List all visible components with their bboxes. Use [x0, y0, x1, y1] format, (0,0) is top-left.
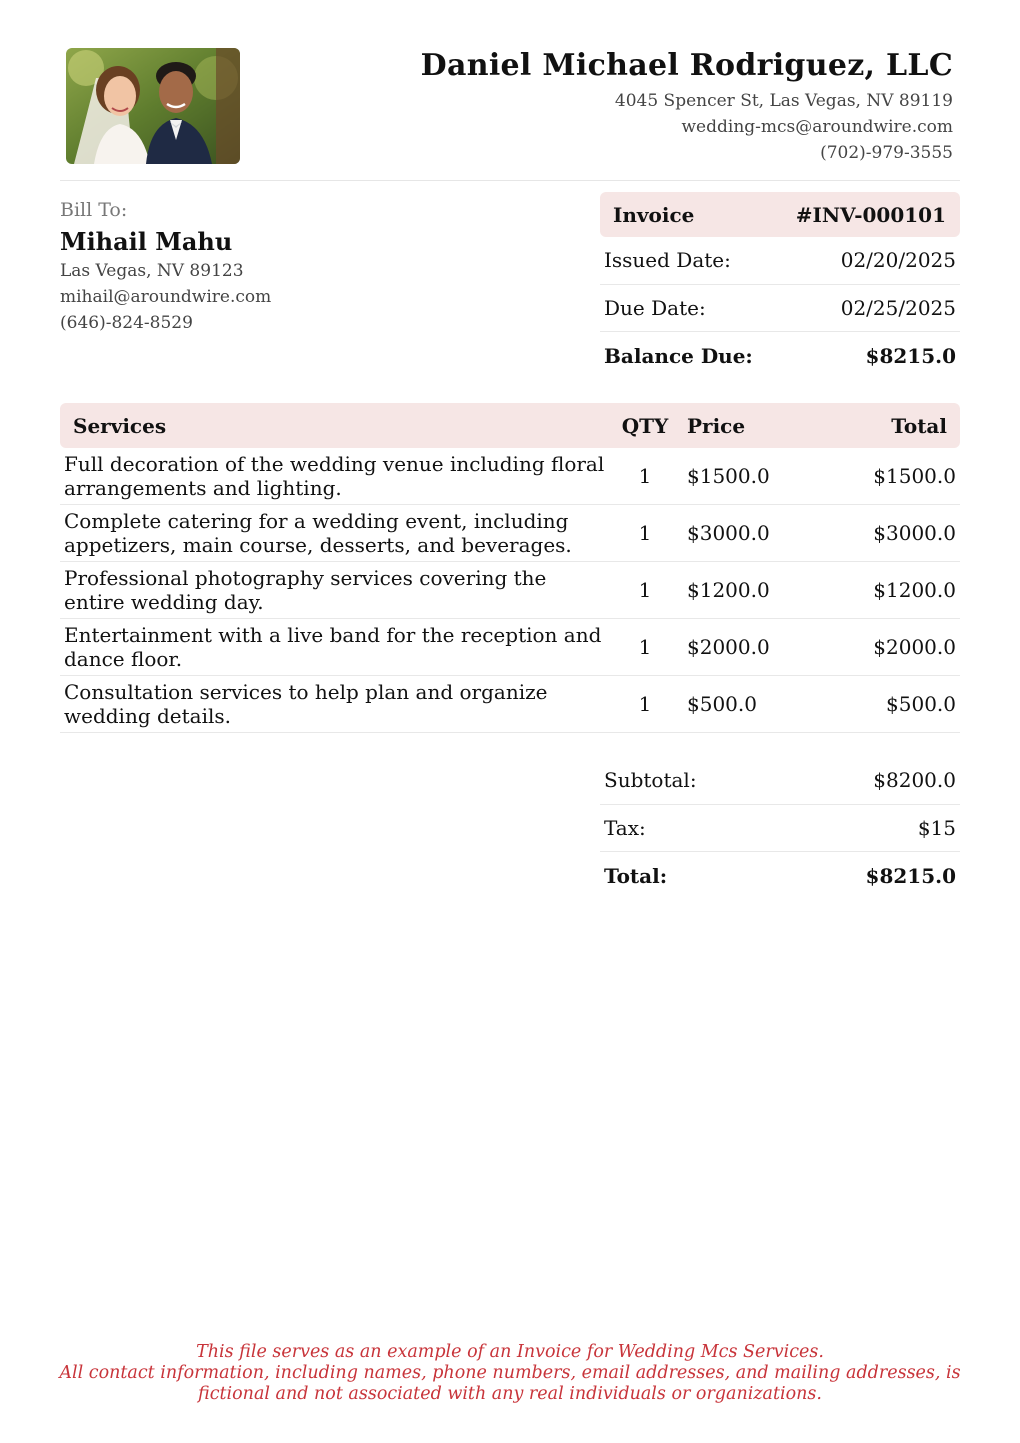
- header-divider: [60, 180, 960, 181]
- services-table: [60, 403, 960, 733]
- service-total: $3000.0: [873, 521, 956, 545]
- services-table-header: [60, 403, 960, 448]
- total-row: [600, 852, 960, 900]
- service-qty: 1: [638, 578, 652, 602]
- table-row: [60, 562, 960, 619]
- balance-due-value: $8215.0: [865, 343, 956, 368]
- header-total: Total: [891, 413, 947, 438]
- due-date-label: Due Date:: [604, 295, 706, 320]
- total-value: $8215.0: [865, 863, 956, 888]
- company-phone: (702)-979-3555: [820, 143, 953, 163]
- client-address: Las Vegas, NV 89123: [60, 261, 244, 281]
- invoice-number: #INV-000101: [795, 202, 946, 227]
- issued-date-row: [600, 237, 960, 285]
- service-total: $1200.0: [873, 578, 956, 602]
- subtotal-value: $8200.0: [873, 768, 956, 793]
- service-price: $1200.0: [687, 578, 770, 602]
- header-price: Price: [687, 413, 746, 438]
- service-description: Entertainment with a live band for the reception and dance floor.: [64, 623, 602, 671]
- client-email: mihail@aroundwire.com: [60, 287, 272, 307]
- due-date-row: [600, 285, 960, 333]
- footer-line-3: fictional and not associated with any real individuals or organizations.: [198, 1384, 822, 1404]
- issued-date-value: 02/20/2025: [840, 248, 956, 273]
- tax-label: Tax:: [604, 815, 646, 840]
- service-price: $2000.0: [687, 635, 770, 659]
- total-label: Total:: [604, 863, 668, 888]
- header-qty: QTY: [621, 413, 669, 438]
- service-description: Consultation services to help plan and organize wedding details.: [64, 680, 548, 728]
- footer-line-2: All contact information, including names, phone numbers, email addresses, and mailing addresses, is: [59, 1363, 961, 1383]
- tax-value: $15: [917, 815, 956, 840]
- header-services: Services: [73, 413, 167, 438]
- table-row: [60, 676, 960, 733]
- service-description: Full decoration of the wedding venue including floral arrangements and lighting.: [64, 452, 605, 500]
- company-info: [421, 48, 953, 166]
- bill-to-section: [60, 197, 480, 336]
- invoice-label: Invoice: [613, 202, 695, 227]
- client-name: Mihail Mahu: [60, 227, 233, 256]
- due-date-value: 02/25/2025: [840, 295, 956, 320]
- company-logo-photo: [66, 48, 240, 164]
- service-price: $1500.0: [687, 464, 770, 488]
- service-total: $500.0: [886, 692, 956, 716]
- service-price: $3000.0: [687, 521, 770, 545]
- company-address: 4045 Spencer St, Las Vegas, NV 89119: [614, 91, 953, 111]
- subtotal-label: Subtotal:: [604, 768, 697, 793]
- footer-disclaimer: [30, 1342, 990, 1405]
- invoice-meta: [600, 192, 960, 380]
- invoice-header: [600, 192, 960, 237]
- service-qty: 1: [638, 692, 652, 716]
- table-row: [60, 505, 960, 562]
- issued-date-label: Issued Date:: [604, 248, 731, 273]
- company-name: Daniel Michael Rodriguez, LLC: [420, 48, 953, 83]
- service-description: Complete catering for a wedding event, including appetizers, main course, desserts, and beverages.: [64, 509, 572, 557]
- footer-line-1: This file serves as an example of an Invoice for Wedding Mcs Services.: [196, 1342, 824, 1362]
- service-qty: 1: [638, 464, 652, 488]
- subtotal-row: [600, 757, 960, 805]
- balance-due-row: [600, 332, 960, 380]
- totals-section: [600, 757, 960, 900]
- service-qty: 1: [638, 521, 652, 545]
- table-row: [60, 619, 960, 676]
- wedding-couple-image: [66, 48, 240, 164]
- service-description: Professional photography services covering the entire wedding day.: [64, 566, 547, 614]
- client-phone: (646)-824-8529: [60, 313, 193, 333]
- company-email: wedding-mcs@aroundwire.com: [681, 117, 953, 137]
- service-total: $1500.0: [873, 464, 956, 488]
- service-qty: 1: [638, 635, 652, 659]
- service-total: $2000.0: [873, 635, 956, 659]
- table-row: [60, 448, 960, 505]
- tax-row: [600, 805, 960, 853]
- service-price: $500.0: [687, 692, 757, 716]
- bill-to-label: Bill To:: [60, 199, 128, 221]
- balance-due-label: Balance Due:: [604, 343, 753, 368]
